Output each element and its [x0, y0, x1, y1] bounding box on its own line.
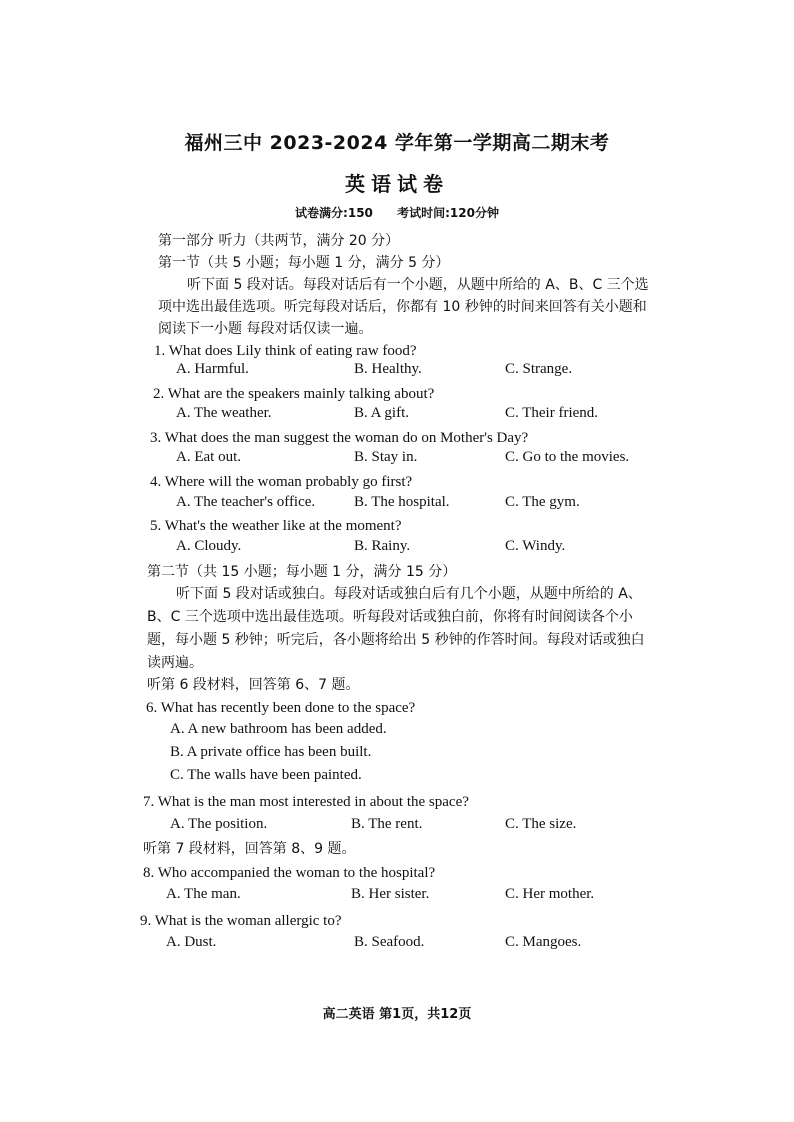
question-8-stem: 8. Who accompanied the woman to the hospital? [143, 865, 436, 881]
question-9-option-a: A. Dust. [166, 934, 217, 950]
question-5-option-c: C. Windy. [505, 538, 566, 554]
question-3-option-c: C. Go to the movies. [505, 449, 630, 465]
part1-heading: 第一部分 听力（共两节，满分 20 分） [158, 233, 400, 249]
question-2-option-c: C. Their friend. [505, 405, 599, 421]
question-6-option-b: B. A private office has been built. [170, 744, 372, 760]
question-7-option-b: B. The rent. [351, 816, 423, 832]
question-9-option-c: C. Mangoes. [505, 934, 582, 950]
section1-instr-3: 阅读下一小题 每段对话仅读一遍。 [158, 321, 373, 337]
question-8-option-c: C. Her mother. [505, 886, 595, 902]
question-6-stem: 6. What has recently been done to the space? [146, 700, 416, 716]
question-1-stem: 1. What does Lily think of eating raw food? [154, 343, 417, 359]
full-score: 试卷满分:150 [295, 206, 373, 220]
section2-heading: 第二节（共 15 小题；每小题 1 分，满分 15 分） [147, 564, 457, 580]
question-6-option-a: A. A new bathroom has been added. [170, 721, 387, 737]
question-9-option-b: B. Seafood. [354, 934, 425, 950]
question-8-option-b: B. Her sister. [351, 886, 430, 902]
question-4-option-b: B. The hospital. [354, 494, 450, 510]
section2-instr-1: 听下面 5 段对话或独白。每段对话或独白后有几个小题，从题中所给的 A、 [176, 586, 642, 602]
exam-subtitle: 英语试卷 [345, 172, 449, 196]
question-2-stem: 2. What are the speakers mainly talking about? [153, 386, 435, 402]
exam-info [0, 204, 794, 221]
question-4-option-c: C. The gym. [505, 494, 580, 510]
material-7-heading: 听第 7 段材料，回答第 8、9 题。 [143, 841, 356, 857]
question-7-option-a: A. The position. [170, 816, 268, 832]
material-6-heading: 听第 6 段材料，回答第 6、7 题。 [147, 677, 360, 693]
question-6-option-c: C. The walls have been painted. [170, 767, 362, 783]
question-4-stem: 4. Where will the woman probably go first? [150, 474, 413, 490]
section1-heading: 第一节（共 5 小题；每小题 1 分，满分 5 分） [158, 255, 450, 271]
page-footer: 高二英语 第1页，共12页 [322, 1007, 472, 1022]
question-1-option-c: C. Strange. [505, 361, 573, 377]
question-1-option-b: B. Healthy. [354, 361, 422, 377]
question-5-option-b: B. Rainy. [354, 538, 411, 554]
question-3-option-a: A. Eat out. [176, 449, 241, 465]
exam-title: 福州三中 2023-2024 学年第一学期高二期末考 [184, 132, 610, 154]
question-4-option-a: A. The teacher's office. [176, 494, 316, 510]
question-1-option-a: A. Harmful. [176, 361, 249, 377]
section2-instr-4: 读两遍。 [147, 655, 203, 671]
section2-instr-3: 题，每小题 5 秒钟；听完后，各小题将给出 5 秒钟的作答时间。每段对话或独白 [147, 632, 645, 648]
section1-instr-1: 听下面 5 段对话。每段对话后有一个小题，从题中所给的 A、B、C 三个选 [187, 277, 649, 293]
time-limit: 考试时间:120分钟 [397, 206, 499, 220]
question-3-option-b: B. Stay in. [354, 449, 418, 465]
question-2-option-b: B. A gift. [354, 405, 410, 421]
question-8-option-a: A. The man. [166, 886, 241, 902]
section1-instr-2: 项中选出最佳选项。听完每段对话后，你都有 10 秒钟的时间来回答有关小题和 [158, 299, 647, 315]
question-5-option-a: A. Cloudy. [176, 538, 242, 554]
question-7-option-c: C. The size. [505, 816, 577, 832]
section2-instr-2: B、C 三个选项中选出最佳选项。听每段对话或独白前，你将有时间阅读各个小 [147, 609, 633, 625]
question-9-stem: 9. What is the woman allergic to? [140, 913, 342, 929]
question-7-stem: 7. What is the man most interested in about the space? [143, 794, 469, 810]
question-5-stem: 5. What's the weather like at the moment? [150, 518, 402, 534]
question-3-stem: 3. What does the man suggest the woman do on Mother's Day? [150, 430, 529, 446]
question-2-option-a: A. The weather. [176, 405, 272, 421]
